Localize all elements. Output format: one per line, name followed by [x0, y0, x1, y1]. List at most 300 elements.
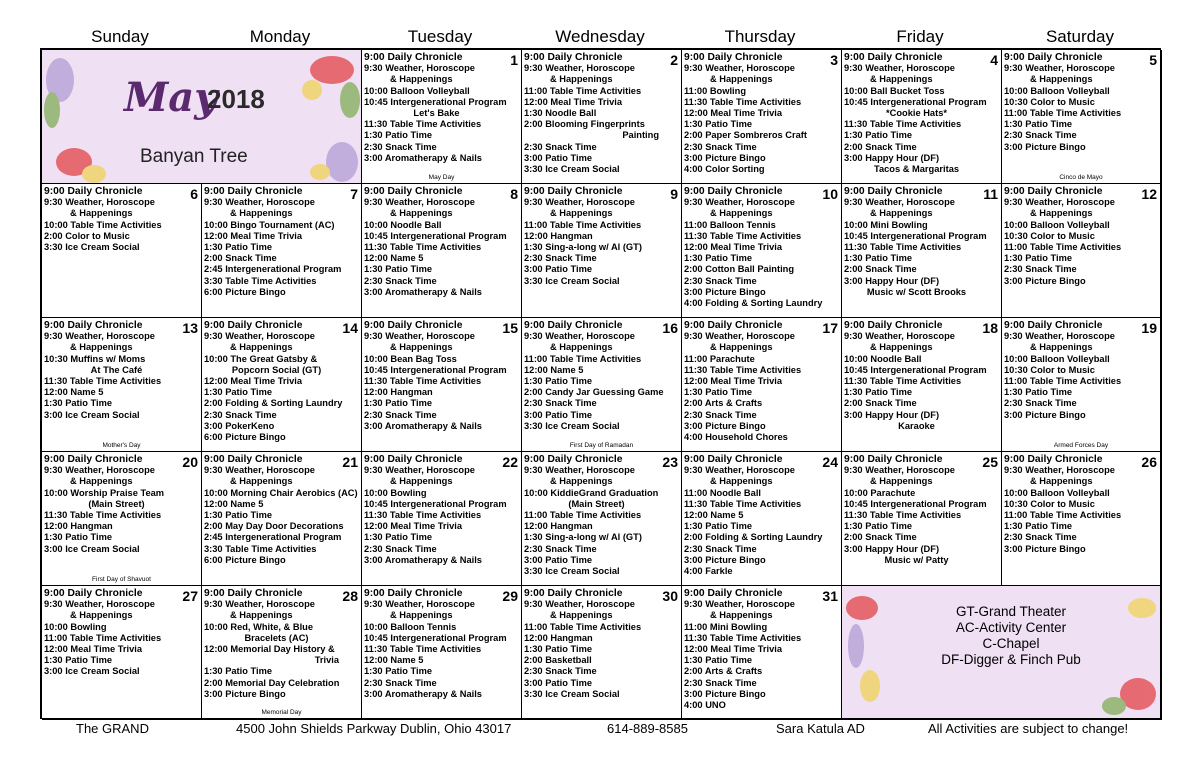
activity-item: & Happenings — [230, 208, 293, 219]
activity-item: 1:30 Noodle Ball — [524, 108, 597, 119]
activity-item: 4:00 Folding & Sorting Laundry — [684, 298, 823, 309]
activity-item: 3:30 Ice Cream Social — [44, 242, 140, 253]
activity-list — [1004, 320, 1158, 421]
activity-item: 2:30 Snack Time — [364, 543, 437, 554]
activity-item: 3:00 Patio Time — [524, 554, 593, 565]
activity-item: 12:00 Name 5 — [364, 655, 424, 666]
activity-item: 9:30 Weather, Horoscope — [364, 331, 475, 342]
activity-item: 9:00 Daily Chronicle — [524, 52, 623, 63]
activity-item: 10:00 Red, White, & Blue — [204, 621, 314, 632]
activity-item: 3:00 Ice Cream Social — [44, 666, 140, 677]
footer-disclaimer: All Activities are subject to change! — [928, 721, 1129, 736]
day-cell — [362, 452, 522, 586]
activity-item: 11:00 Table Time Activities — [524, 85, 642, 96]
activity-item: 10:45 Intergenerational Program — [844, 96, 987, 107]
activity-item: 9:00 Daily Chronicle — [1004, 454, 1103, 465]
activity-item: 12:00 Meal Time Trivia — [524, 96, 623, 107]
activity-item: 9:30 Weather, Horoscope — [524, 465, 635, 476]
activity-item: 1:30 Patio Time — [44, 398, 113, 409]
activity-list — [684, 454, 839, 577]
activity-item: 11:30 Table Time Activities — [844, 119, 962, 130]
activity-item: & Happenings — [70, 342, 133, 353]
legend-item: C-Chapel — [982, 636, 1040, 651]
activity-item: 11:30 Table Time Activities — [684, 96, 802, 107]
day-cell — [522, 318, 682, 452]
day-number: 18 — [982, 320, 998, 336]
activity-item: 9:00 Daily Chronicle — [364, 454, 463, 465]
activity-item: 11:00 Table Time Activities — [1004, 108, 1122, 119]
activity-item: 9:30 Weather, Horoscope — [844, 63, 955, 74]
activity-item: 3:00 Picture Bingo — [684, 420, 766, 431]
activity-item: & Happenings — [710, 208, 773, 219]
day-cell — [362, 50, 522, 184]
activity-item: Trivia — [314, 655, 339, 666]
activity-item: 9:30 Weather, Horoscope — [684, 465, 795, 476]
activity-item: 12:00 Hangman — [524, 632, 593, 643]
activity-item: 10:00 Table Time Activities — [44, 219, 162, 230]
activity-list — [204, 320, 359, 443]
footer-director: Sara Katula AD — [776, 721, 865, 736]
day-cell — [202, 184, 362, 318]
day-number: 12 — [1141, 186, 1157, 202]
activity-item: 9:00 Daily Chronicle — [1004, 52, 1103, 63]
activity-item: 3:00 Happy Hour (DF) — [844, 275, 940, 286]
activity-item: 10:00 Mini Bowling — [844, 219, 928, 230]
activity-item: 11:30 Table Time Activities — [684, 364, 802, 375]
activity-item: 2:00 Snack Time — [844, 398, 917, 409]
activity-item: 9:30 Weather, Horoscope — [684, 599, 795, 610]
activity-item: & Happenings — [230, 610, 293, 621]
activity-item: & Happenings — [1030, 342, 1093, 353]
activity-item: 9:00 Daily Chronicle — [44, 588, 143, 599]
activity-item: 2:00 Snack Time — [844, 532, 917, 543]
activity-item: 11:00 Table Time Activities — [1004, 242, 1122, 253]
activity-item: 1:30 Patio Time — [844, 130, 913, 141]
activity-item: 9:00 Daily Chronicle — [204, 320, 303, 331]
activity-item: 2:00 Paper Sombreros Craft — [684, 130, 807, 141]
day-cell — [42, 318, 202, 452]
activity-item: 1:30 Patio Time — [44, 655, 113, 666]
legend-item: DF-Digger & Finch Pub — [941, 652, 1081, 667]
activity-item: 3:30 Table Time Activities — [204, 275, 317, 286]
activity-item: 9:00 Daily Chronicle — [524, 186, 623, 197]
activity-item: 1:30 Patio Time — [684, 521, 753, 532]
activity-item: 9:30 Weather, Horoscope — [684, 197, 795, 208]
day-of-week-header — [40, 26, 1160, 48]
activity-item: 10:45 Intergenerational Program — [844, 364, 987, 375]
activity-item: 1:30 Patio Time — [204, 666, 273, 677]
activity-item: 12:00 Name 5 — [684, 510, 744, 521]
activity-item: 3:00 Picture Bingo — [1004, 275, 1086, 286]
activity-list — [364, 320, 519, 432]
activity-item: & Happenings — [550, 610, 613, 621]
activity-item: 3:00 Happy Hour (DF) — [844, 409, 940, 420]
activity-item: 11:00 Table Time Activities — [524, 510, 642, 521]
activity-item: 10:00 Balloon Volleyball — [364, 85, 470, 96]
activity-item: 1:30 Patio Time — [684, 655, 753, 666]
footer-address: 4500 John Shields Parkway Dublin, Ohio 43017 — [236, 721, 512, 736]
day-number: 24 — [822, 454, 838, 470]
activity-item: 2:30 Snack Time — [364, 677, 437, 688]
activity-item: 6:00 Picture Bingo — [204, 432, 286, 443]
day-number: 16 — [662, 320, 678, 336]
day-number: 6 — [190, 186, 198, 202]
activity-item: 2:00 Memorial Day Celebration — [204, 677, 340, 688]
activity-item: 10:00 Balloon Tennis — [364, 621, 457, 632]
day-number: 8 — [510, 186, 518, 202]
activity-item: 3:00 Picture Bingo — [1004, 141, 1086, 152]
day-cell — [1002, 184, 1162, 318]
activity-item: 2:30 Snack Time — [684, 677, 757, 688]
activity-item: 3:00 Aromatherapy & Nails — [364, 286, 482, 297]
activity-item: 11:30 Table Time Activities — [684, 498, 802, 509]
day-cell — [842, 452, 1002, 586]
day-number: 30 — [662, 588, 678, 604]
activity-item: 3:00 Picture Bingo — [684, 554, 766, 565]
activity-item: & Happenings — [230, 476, 293, 487]
activity-item: 2:00 Cotton Ball Painting — [684, 264, 795, 275]
activity-item: 2:30 Snack Time — [1004, 532, 1077, 543]
day-number: 10 — [822, 186, 838, 202]
activity-item: 1:30 Patio Time — [364, 398, 433, 409]
activity-list — [844, 454, 999, 566]
activity-item: 1:30 Patio Time — [364, 130, 433, 141]
activity-item: 3:00 Aromatherapy & Nails — [364, 420, 482, 431]
activity-item: 9:30 Weather, Horoscope — [1004, 465, 1115, 476]
activity-item: 10:00 Balloon Volleyball — [1004, 487, 1110, 498]
day-cell — [682, 318, 842, 452]
activity-list — [844, 186, 999, 298]
activity-item: 1:30 Patio Time — [204, 387, 273, 398]
activity-item: & Happenings — [1030, 208, 1093, 219]
activity-item: *Cookie Hats* — [886, 108, 947, 119]
activity-list — [44, 454, 199, 555]
activity-item: 3:00 Patio Time — [524, 264, 593, 275]
activity-item: 11:30 Table Time Activities — [44, 510, 162, 521]
activity-item: 9:00 Daily Chronicle — [364, 588, 463, 599]
activity-item: 9:30 Weather, Horoscope — [204, 331, 315, 342]
legend-box — [842, 586, 1162, 720]
activity-item: 4:00 Farkle — [684, 566, 733, 577]
activity-item: 9:00 Daily Chronicle — [204, 186, 303, 197]
day-cell — [362, 318, 522, 452]
activity-item: 1:30 Patio Time — [1004, 119, 1073, 130]
month-title: May — [124, 74, 218, 121]
day-number: 11 — [983, 186, 998, 202]
activity-item: & Happenings — [550, 342, 613, 353]
activity-item: 9:30 Weather, Horoscope — [1004, 63, 1115, 74]
activity-item: 11:00 Table Time Activities — [44, 632, 162, 643]
activity-item: 10:30 Muffins w/ Moms — [44, 353, 146, 364]
activity-item: 10:30 Color to Music — [1004, 498, 1095, 509]
activity-item: 9:00 Daily Chronicle — [364, 320, 463, 331]
activity-list — [204, 186, 359, 298]
day-cell — [682, 50, 842, 184]
activity-item: 2:30 Snack Time — [1004, 130, 1077, 141]
activity-item: 12:00 Meal Time Trivia — [684, 644, 783, 655]
activity-item: 12:00 Meal Time Trivia — [204, 230, 303, 241]
day-cell — [42, 452, 202, 586]
activity-item: 1:30 Patio Time — [44, 532, 113, 543]
activity-list — [44, 588, 199, 678]
activity-item: 3:00 Patio Time — [524, 677, 593, 688]
activity-item: 3:00 Picture Bingo — [1004, 543, 1086, 554]
day-cell — [202, 586, 362, 720]
activity-item: 3:00 Aromatherapy & Nails — [364, 554, 482, 565]
activity-item: 12:00 Meal Time Trivia — [684, 376, 783, 387]
activity-item: 9:00 Daily Chronicle — [684, 454, 783, 465]
activity-item: 2:45 Intergenerational Program — [204, 264, 342, 275]
activity-item: 12:00 Memorial Day History & — [204, 644, 335, 655]
day-cell — [522, 452, 682, 586]
day-number: 23 — [662, 454, 678, 470]
activity-item: 9:30 Weather, Horoscope — [684, 63, 795, 74]
activity-item: 1:30 Patio Time — [204, 242, 273, 253]
day-number: 25 — [982, 454, 998, 470]
day-number: 31 — [822, 588, 838, 604]
activity-item: Music w/ Scott Brooks — [866, 286, 967, 297]
activity-list — [364, 52, 519, 164]
activity-item: 9:00 Daily Chronicle — [44, 320, 143, 331]
activity-item: 11:00 Table Time Activities — [524, 353, 642, 364]
activity-item: 2:00 Snack Time — [204, 253, 277, 264]
activity-item: 9:30 Weather, Horoscope — [1004, 331, 1115, 342]
activity-item: & Happenings — [70, 610, 133, 621]
activity-item: 1:30 Patio Time — [1004, 387, 1073, 398]
activity-item: 10:45 Intergenerational Program — [364, 230, 507, 241]
activity-item: 12:00 Name 5 — [524, 364, 584, 375]
activity-item: 12:00 Meal Time Trivia — [204, 376, 303, 387]
activity-item: & Happenings — [70, 208, 133, 219]
activity-item: 2:00 Folding & Sorting Laundry — [204, 398, 343, 409]
activity-item: 1:30 Patio Time — [1004, 521, 1073, 532]
activity-item: 3:00 Happy Hour (DF) — [844, 152, 940, 163]
activity-item: 3:30 Table Time Activities — [204, 543, 317, 554]
activity-item: 1:30 Patio Time — [844, 521, 913, 532]
activity-item: 12:00 Meal Time Trivia — [364, 521, 463, 532]
activity-item: 3:30 Ice Cream Social — [524, 420, 620, 431]
activity-item: 9:00 Daily Chronicle — [684, 588, 783, 599]
activity-item: & Happenings — [390, 342, 453, 353]
activity-item: 2:30 Snack Time — [524, 398, 597, 409]
day-cell — [42, 184, 202, 318]
activity-item: 11:30 Table Time Activities — [844, 376, 962, 387]
activity-item: 1:30 Patio Time — [1004, 253, 1073, 264]
activity-list — [684, 588, 839, 711]
activity-item: (Main Street) — [568, 498, 625, 509]
activity-item: 4:00 Color Sorting — [684, 164, 765, 175]
activity-item: 3:00 Aromatherapy & Nails — [364, 152, 482, 163]
day-cell — [842, 318, 1002, 452]
activity-item: 12:00 Hangman — [44, 521, 113, 532]
activity-item: At The Café — [90, 364, 143, 375]
activity-item: 9:00 Daily Chronicle — [844, 454, 943, 465]
activity-list — [1004, 454, 1158, 555]
activity-item: Painting — [622, 130, 659, 141]
activity-item: 6:00 Picture Bingo — [204, 286, 286, 297]
activity-item: 9:30 Weather, Horoscope — [684, 331, 795, 342]
day-cell — [842, 184, 1002, 318]
activity-item: 1:30 Patio Time — [364, 532, 433, 543]
activity-item: 11:30 Table Time Activities — [364, 242, 482, 253]
activity-item: 2:30 Snack Time — [524, 253, 597, 264]
activity-item: 9:00 Daily Chronicle — [844, 52, 943, 63]
activity-item: 10:00 Balloon Volleyball — [1004, 219, 1110, 230]
activity-item: 9:30 Weather, Horoscope — [524, 197, 635, 208]
activity-item: 9:30 Weather, Horoscope — [844, 197, 955, 208]
activity-item: Tacos & Margaritas — [873, 164, 960, 175]
activity-list — [844, 320, 999, 432]
activity-item: 10:00 Bean Bag Toss — [364, 353, 457, 364]
activity-item: 2:00 Basketball — [524, 655, 592, 666]
activity-item: 3:30 Ice Cream Social — [524, 275, 620, 286]
activity-item: 2:00 Candy Jar Guessing Game — [524, 387, 664, 398]
activity-list — [204, 454, 359, 566]
activity-item: 9:00 Daily Chronicle — [364, 186, 463, 197]
activity-item: 11:00 Parachute — [684, 353, 755, 364]
activity-item: & Happenings — [870, 208, 933, 219]
activity-item: 3:00 Picture Bingo — [204, 688, 286, 699]
activity-item: & Happenings — [1030, 476, 1093, 487]
activity-item: 2:30 Snack Time — [364, 275, 437, 286]
activity-item: 3:00 Picture Bingo — [684, 688, 766, 699]
activity-item: 10:00 Parachute — [844, 487, 916, 498]
activity-list — [364, 588, 519, 700]
activity-item: 2:30 Snack Time — [684, 275, 757, 286]
activity-item: 12:00 Name 5 — [204, 498, 264, 509]
activity-item: 10:00 Bowling — [44, 621, 107, 632]
activity-item: 10:00 Ball Bucket Toss — [844, 85, 945, 96]
activity-item: 3:00 Aromatherapy & Nails — [364, 688, 482, 699]
activity-item: & Happenings — [870, 74, 933, 85]
activity-item: 11:00 Mini Bowling — [684, 621, 768, 632]
day-cell — [522, 50, 682, 184]
activity-item: 9:30 Weather, Horoscope — [204, 197, 315, 208]
activity-item: 9:30 Weather, Horoscope — [204, 465, 315, 476]
activity-item: 11:30 Table Time Activities — [364, 644, 482, 655]
activity-item: 2:00 Folding & Sorting Laundry — [684, 532, 823, 543]
activity-item: 11:00 Noodle Ball — [684, 487, 761, 498]
activity-item: 1:30 Sing-a-long w/ Al (GT) — [524, 532, 642, 543]
activity-item: 2:30 Snack Time — [684, 141, 757, 152]
day-cell — [842, 50, 1002, 184]
activity-item: 1:30 Sing-a-long w/ Al (GT) — [524, 242, 642, 253]
activity-item: 11:30 Table Time Activities — [364, 510, 482, 521]
activity-item: 3:00 Ice Cream Social — [44, 543, 140, 554]
activity-item: 9:00 Daily Chronicle — [44, 186, 143, 197]
activity-list — [524, 186, 679, 287]
activity-item: 10:00 KiddieGrand Graduation — [524, 487, 659, 498]
activity-item: 2:30 Snack Time — [524, 141, 597, 152]
day-number: 4 — [990, 52, 998, 68]
activity-item: 10:30 Color to Music — [1004, 230, 1095, 241]
day-number: 9 — [670, 186, 678, 202]
activity-item: 10:45 Intergenerational Program — [364, 364, 507, 375]
activity-item: 4:00 UNO — [684, 700, 726, 711]
calendar-grid — [40, 48, 1161, 719]
activity-item: 1:30 Patio Time — [844, 387, 913, 398]
activity-item: 9:00 Daily Chronicle — [524, 588, 623, 599]
day-cell — [522, 184, 682, 318]
activity-item: 9:30 Weather, Horoscope — [44, 197, 155, 208]
activity-item: 9:30 Weather, Horoscope — [44, 465, 155, 476]
activity-item: 3:00 Patio Time — [524, 152, 593, 163]
footer-phone: 614-889-8585 — [607, 721, 688, 736]
activity-item: 10:45 Intergenerational Program — [364, 96, 507, 107]
holiday-note: May Day — [428, 174, 455, 181]
activity-item: & Happenings — [390, 208, 453, 219]
legend-item: AC-Activity Center — [955, 620, 1067, 635]
activity-item: 3:30 Ice Cream Social — [524, 566, 620, 577]
activity-item: & Happenings — [70, 476, 133, 487]
activity-item: 11:00 Bowling — [684, 85, 746, 96]
activity-list — [684, 186, 839, 309]
day-number: 22 — [502, 454, 518, 470]
activity-item: 2:00 May Day Door Decorations — [204, 521, 344, 532]
activity-item: 9:00 Daily Chronicle — [44, 454, 143, 465]
activity-item: 9:30 Weather, Horoscope — [364, 465, 475, 476]
activity-item: 12:00 Meal Time Trivia — [684, 242, 783, 253]
activity-item: & Happenings — [870, 476, 933, 487]
activity-item: 9:00 Daily Chronicle — [204, 454, 303, 465]
day-number: 17 — [822, 320, 838, 336]
activity-item: 11:00 Table Time Activities — [524, 621, 642, 632]
activity-item: 9:00 Daily Chronicle — [524, 454, 623, 465]
activity-item: 12:00 Meal Time Trivia — [684, 108, 783, 119]
activity-item: Popcorn Social (GT) — [231, 364, 322, 375]
holiday-note: First Day of Ramadan — [569, 442, 634, 449]
activity-list — [364, 186, 519, 298]
day-number: 13 — [182, 320, 198, 336]
activity-item: 10:00 Balloon Volleyball — [1004, 353, 1110, 364]
dow-friday: Friday — [896, 27, 944, 46]
activity-item: 12:00 Hangman — [364, 387, 433, 398]
activity-item: & Happenings — [550, 208, 613, 219]
day-cell — [1002, 318, 1162, 452]
holiday-note: Memorial Day — [261, 709, 302, 716]
day-cell — [682, 184, 842, 318]
activity-item: 3:00 Picture Bingo — [684, 152, 766, 163]
activity-item: & Happenings — [710, 610, 773, 621]
activity-item: 10:00 Worship Praise Team — [44, 487, 165, 498]
day-cell — [362, 586, 522, 720]
activity-item: 10:00 Morning Chair Aerobics (AC) — [204, 487, 358, 498]
activity-item: 2:00 Blooming Fingerprints — [524, 119, 645, 130]
legend-list — [902, 604, 1120, 668]
activity-item: 1:30 Patio Time — [684, 119, 753, 130]
activity-item: 11:30 Table Time Activities — [364, 119, 482, 130]
activity-item: 11:30 Table Time Activities — [844, 510, 962, 521]
activity-item: 3:00 Ice Cream Social — [44, 409, 140, 420]
activity-item: 9:00 Daily Chronicle — [204, 588, 303, 599]
activity-item: 12:00 Hangman — [524, 521, 593, 532]
activity-item: Karaoke — [898, 420, 935, 431]
activity-list — [524, 454, 679, 577]
activity-item: 9:00 Daily Chronicle — [1004, 186, 1103, 197]
activity-item: 9:30 Weather, Horoscope — [44, 331, 155, 342]
activity-item: & Happenings — [870, 342, 933, 353]
dow-saturday: Saturday — [1045, 27, 1115, 46]
activity-item: 12:00 Name 5 — [44, 387, 104, 398]
community-name: Banyan Tree — [140, 146, 248, 167]
activity-item: & Happenings — [550, 74, 613, 85]
activity-item: 9:00 Daily Chronicle — [844, 320, 943, 331]
activity-item: Bracelets (AC) — [244, 632, 309, 643]
activity-list — [1004, 52, 1158, 153]
activity-item: 9:30 Weather, Horoscope — [204, 599, 315, 610]
activity-item: & Happenings — [390, 476, 453, 487]
activity-item: 3:00 PokerKeno — [204, 420, 275, 431]
